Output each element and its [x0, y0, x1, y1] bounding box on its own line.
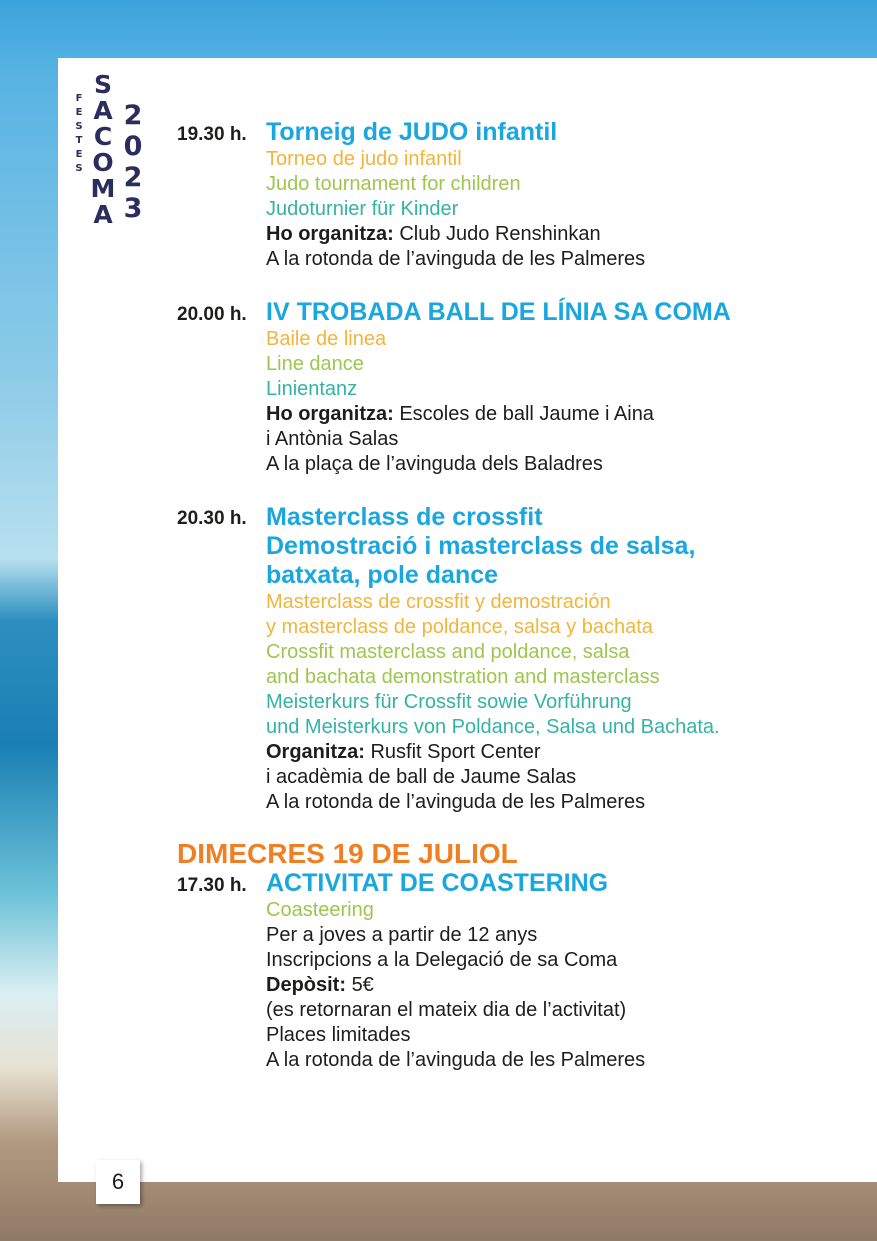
event-title: Masterclass de crossfit — [266, 503, 543, 531]
event-de: Meisterkurs für Crossfit sowie Vorführung — [266, 691, 632, 713]
organizer-value: Rusfit Sport Center — [370, 741, 541, 763]
event-place: A la plaça de l’avinguda dels Baladres — [266, 453, 603, 475]
event-title: IV TROBADA BALL DE LÍNIA SA COMA — [266, 298, 731, 326]
organizer-label: Ho organitza: — [266, 223, 394, 245]
event-es: Torneo de judo infantil — [266, 148, 462, 170]
event-title-3: batxata, pole dance — [266, 561, 499, 589]
event-title-2: Demostració i masterclass de salsa, — [266, 532, 696, 560]
logo-festes: FESTES — [75, 93, 83, 174]
event-time: 17.30 h. — [177, 875, 247, 896]
deposit-label: Depòsit: — [266, 974, 346, 996]
event-es: Masterclass de crossfit y demostración — [266, 591, 611, 613]
event-time: 20.30 h. — [177, 508, 247, 529]
organizer-label: Organitza: — [266, 741, 365, 763]
event-place: A la rotonda de l’avinguda de les Palmeres — [266, 1049, 646, 1071]
event-limited: Places limitades — [266, 1024, 411, 1046]
event-organizer — [266, 740, 856, 765]
event-organizer — [266, 402, 856, 427]
event-age: Per a joves a partir de 12 anys — [266, 924, 538, 946]
event-registration: Inscripcions a la Delegació de sa Coma — [266, 949, 618, 971]
event-en: Judo tournament for children — [266, 173, 521, 195]
festes-sa-coma-logo — [68, 72, 158, 262]
event-deposit — [266, 973, 856, 998]
event-en: Crossfit masterclass and poldance, salsa — [266, 641, 630, 663]
event-organizer — [266, 222, 856, 247]
event-de: Judoturnier für Kinder — [266, 198, 459, 220]
day-heading: DIMECRES 19 DE JULIOL — [177, 838, 518, 869]
event-title: Torneig de JUDO infantil — [266, 118, 558, 146]
organizer-value-cont: i acadèmia de ball de Jaume Salas — [266, 766, 577, 788]
event-title: ACTIVITAT DE COASTERING — [266, 869, 609, 897]
organizer-value-cont: i Antònia Salas — [266, 428, 399, 450]
event-time: 20.00 h. — [177, 304, 247, 325]
event-place: A la rotonda de l’avinguda de les Palmeres — [266, 791, 646, 813]
event-es-2: y masterclass de poldance, salsa y bachata — [266, 616, 653, 638]
event-de: Linientanz — [266, 378, 358, 400]
page-number: 6 — [96, 1160, 140, 1204]
logo-year: 2023 — [123, 100, 143, 224]
event-es: Baile de linea — [266, 328, 387, 350]
organizer-label: Ho organitza: — [266, 403, 394, 425]
event-en-2: and bachata demonstration and masterclass — [266, 666, 660, 688]
event-place: A la rotonda de l’avinguda de les Palmeres — [266, 248, 646, 270]
event-time: 19.30 h. — [177, 124, 247, 145]
organizer-value: Escoles de ball Jaume i Aina — [399, 403, 654, 425]
event-en: Line dance — [266, 353, 364, 375]
deposit-value: 5€ — [351, 974, 374, 996]
event-deposit-note: (es retornaran el mateix dia de l’activitat) — [266, 999, 627, 1021]
event-en: Coasteering — [266, 899, 374, 921]
logo-sacoma: SACOMA — [90, 70, 116, 229]
event-de-2: und Meisterkurs von Poldance, Salsa und Bachata. — [266, 716, 720, 738]
organizer-value: Club Judo Renshinkan — [399, 223, 601, 245]
